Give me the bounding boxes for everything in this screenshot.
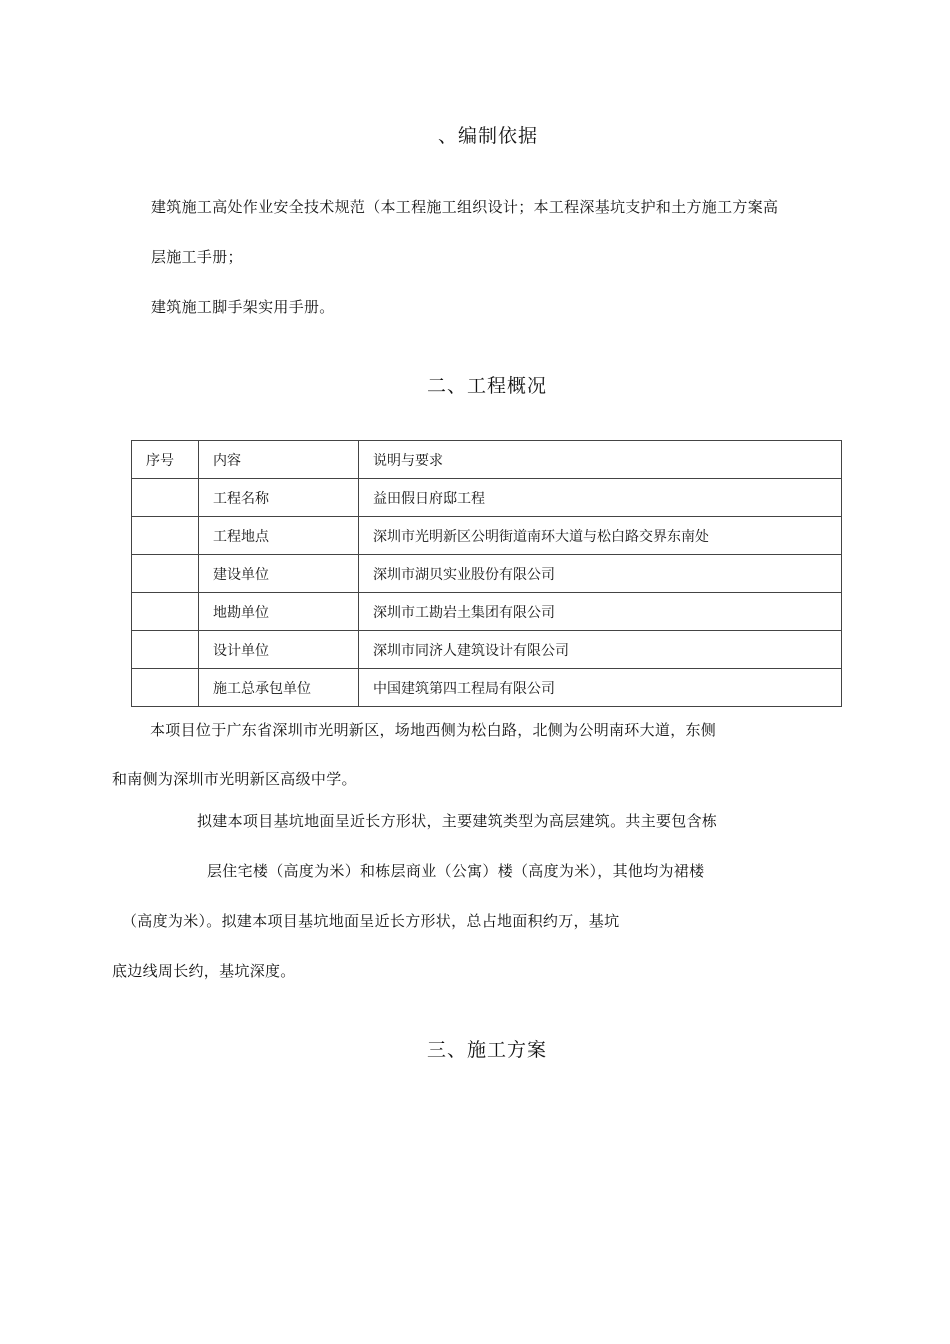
table-row — [132, 517, 842, 555]
section-heading-construction-plan: 三、施工方案 — [427, 1039, 548, 1061]
section-heading-overview: 二、工程概况 — [427, 375, 548, 397]
table-cell-value: 深圳市湖贝实业股份有限公司 — [359, 555, 842, 593]
table-row — [132, 593, 842, 631]
table-cell-value: 深圳市同济人建筑设计有限公司 — [359, 631, 842, 669]
basis-paragraph-2: 建筑施工脚手架实用手册。 — [151, 298, 335, 316]
table-cell-index — [132, 631, 199, 669]
overview-paragraph-line-2: 和南侧为深圳市光明新区高级中学。 — [112, 770, 357, 788]
overview-paragraph-line-4: 层住宅楼（高度为米）和栋层商业（公寓）楼（高度为米），其他均为裙楼 — [207, 862, 705, 880]
table-row — [132, 669, 842, 707]
table-cell-index — [132, 517, 199, 555]
table-cell-index — [132, 479, 199, 517]
project-info-table — [131, 440, 842, 707]
table-cell-value: 深圳市工勘岩土集团有限公司 — [359, 593, 842, 631]
table-cell-label: 地勘单位 — [199, 593, 359, 631]
section-heading-basis: 、编制依据 — [438, 125, 539, 147]
table-cell-label: 工程地点 — [199, 517, 359, 555]
table-row — [132, 631, 842, 669]
table-row — [132, 479, 842, 517]
overview-paragraph-line-5: （高度为米）。拟建本项目基坑地面呈近长方形状，总占地面积约万，基坑 — [122, 912, 620, 930]
overview-paragraph-line-6: 底边线周长约，基坑深度。 — [112, 962, 296, 980]
table-cell-label: 施工总承包单位 — [199, 669, 359, 707]
header-cell-index: 序号 — [132, 441, 199, 479]
table-cell-index — [132, 555, 199, 593]
header-cell-description: 说明与要求 — [359, 441, 842, 479]
table-row — [132, 555, 842, 593]
table-cell-label: 设计单位 — [199, 631, 359, 669]
table-cell-value: 深圳市光明新区公明街道南环大道与松白路交界东南处 — [359, 517, 842, 555]
basis-paragraph-line-2: 层施工手册； — [151, 248, 243, 266]
table-cell-index — [132, 669, 199, 707]
overview-paragraph-line-1: 本项目位于广东省深圳市光明新区，场地西侧为松白路，北侧为公明南环大道，东侧 — [150, 721, 717, 739]
table-cell-value: 中国建筑第四工程局有限公司 — [359, 669, 842, 707]
table-header-row — [132, 441, 842, 479]
table-cell-label: 建设单位 — [199, 555, 359, 593]
header-cell-content: 内容 — [199, 441, 359, 479]
basis-paragraph-line-1: 建筑施工高处作业安全技术规范（本工程施工组织设计；本工程深基坑支护和土方施工方案高 — [151, 198, 779, 216]
table-cell-index — [132, 593, 199, 631]
table-cell-value: 益田假日府邸工程 — [359, 479, 842, 517]
table-cell-label: 工程名称 — [199, 479, 359, 517]
overview-paragraph-line-3: 拟建本项目基坑地面呈近长方形状，主要建筑类型为高层建筑。共主要包含栋 — [197, 812, 718, 830]
